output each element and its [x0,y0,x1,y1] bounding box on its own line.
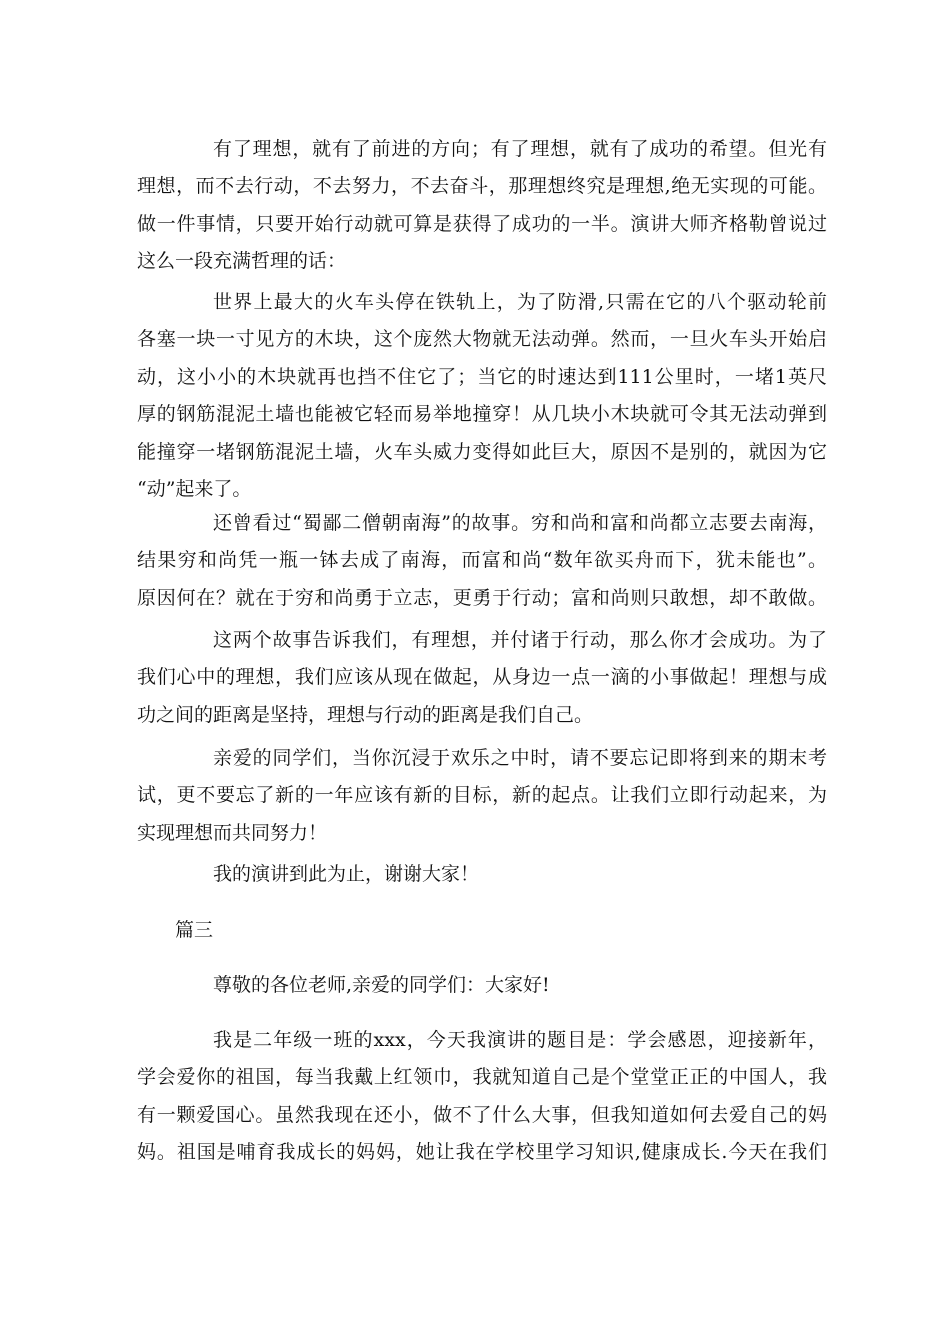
text-line: 原因何在？就在于穷和尚勇于立志，更勇于行动；富和尚则只敢想，却不敢做。 [137,586,827,609]
text-line: 结果穷和尚凭一瓶一钵去成了南海，而富和尚“数年欲买舟而下，犹未能也”。 [137,549,827,572]
text-line: “动”起来了。 [137,477,252,500]
text-line: 做一件事情，只要开始行动就可算是获得了成功的一半。演讲大师齐格勒曾说过 [137,212,827,235]
text-line: 各塞一块一寸见方的木块，这个庞然大物就无法动弹。然而，一旦火车头开始启 [137,328,827,351]
text-line: 有一颗爱国心。虽然我现在还小，做不了什么大事，但我知道如何去爱自己的妈 [137,1103,827,1126]
text-line: 厚的钢筋混泥土墙也能被它轻而易举地撞穿！从几块小木块就可令其无法动弹到 [137,403,827,426]
text-line: 学会爱你的祖国，每当我戴上红领巾，我就知道自己是个堂堂正正的中国人，我 [137,1066,827,1089]
paragraph-closing [137,856,827,893]
paragraph-ideal-and-action [137,131,827,281]
text-line: 有了理想，就有了前进的方向；有了理想，就有了成功的希望。但光有 [213,138,827,160]
text-line: 试，更不要忘了新的一年应该有新的目标，新的起点。让我们立即行动起来，为 [137,784,827,807]
text-line: 篇三 [175,919,214,941]
paragraph-call-to-action [137,740,827,852]
text-line: 这两个故事告诉我们，有理想，并付诸于行动，那么你才会成功。为了 [213,629,827,651]
text-line: 动，这小小的木块就再也挡不住它了；当它的时速达到111公里时，一堵1英尺 [137,365,827,388]
text-line: 亲爱的同学们，当你沉浸于欢乐之中时，请不要忘记即将到来的期末考 [213,747,827,769]
paragraph-locomotive-story [137,284,827,508]
paragraph-speech-intro [137,1022,827,1172]
paragraph-two-monks-story [137,505,827,617]
text-line: 实现理想而共同努力！ [137,821,328,844]
text-line: 功之间的距离是坚持，理想与行动的距离是我们自己。 [137,703,594,726]
section-heading [137,912,827,949]
paragraph-greeting [137,967,827,1004]
text-line: 世界上最大的火车头停在铁轨上，为了防滑,只需在它的八个驱动轮前 [213,291,827,313]
text-line: 理想，而不去行动，不去努力，不去奋斗，那理想终究是理想,绝无实现的可能。 [137,175,827,198]
text-line: 这么一段充满哲理的话： [137,250,347,273]
text-line: 我们心中的理想，我们应该从现在做起，从身边一点一滴的小事做起！理想与成 [137,666,827,689]
text-line: 尊敬的各位老师,亲爱的同学们：大家好! [213,974,550,996]
text-line: 能撞穿一堵钢筋混泥土墙，火车头威力变得如此巨大，原因不是别的，就因为它 [137,440,827,463]
text-line: 我是二年级一班的xxx，今天我演讲的题目是：学会感恩，迎接新年， [213,1029,827,1051]
text-line: 还曾看过“蜀鄙二僧朝南海”的故事。穷和尚和富和尚都立志要去南海， [213,512,827,534]
paragraph-story-lesson [137,622,827,734]
text-line: 我的演讲到此为止，谢谢大家！ [213,863,480,885]
text-line: 妈。祖国是哺育我成长的妈妈，她让我在学校里学习知识,健康成长.今天在我们 [137,1141,827,1164]
